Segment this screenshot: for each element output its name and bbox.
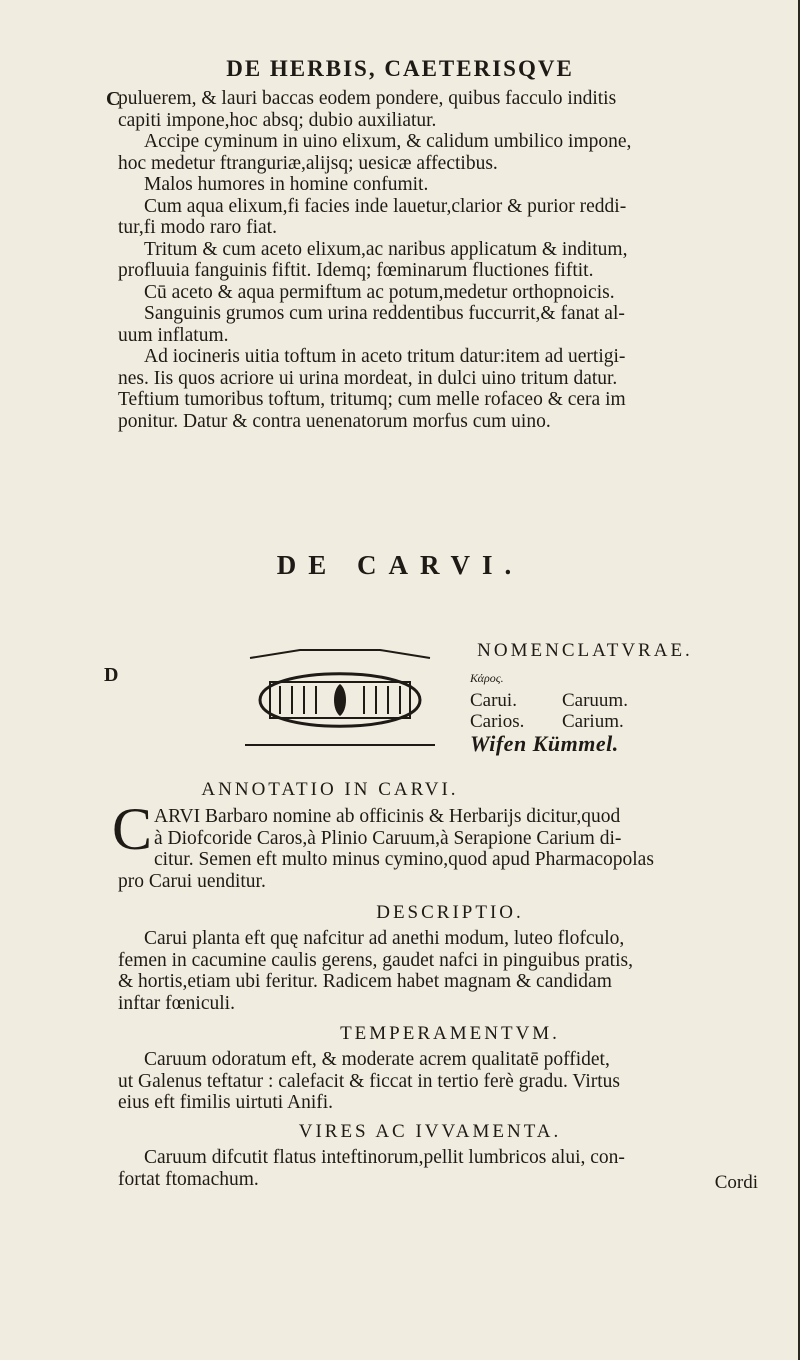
text-line: & hortis,etiam ubi feritur. Radicem habet magnam & candidam [118,971,612,992]
margin-letter-d: D [104,664,119,686]
text-line: ponitur. Datur & contra uenenatorum morfus cum uino. [118,410,551,432]
nomenclature-heading: NOMENCLATVRAE. [477,640,693,661]
name-cell: Carium. [562,711,624,732]
text-line: capiti impone,hoc absq; dubio auxiliatur. [118,109,437,131]
text-line: profluuia fanguinis fiftit. Idemq; fœminarum fluctiones fiftit. [118,260,594,281]
text-line: Ad iocineris uitia toftum in aceto tritum datur:item ad uertigi- [144,346,626,367]
text-line: Cum aqua elixum,fi facies inde lauetur,clarior & purior reddi- [144,195,627,217]
top-text-block [118,88,774,432]
text-line: ut Galenus teftatur : calefacit & ficcat in tertio ferè gradu. Virtus [118,1070,621,1092]
text-line: eius eft fimilis uirtuti Anifi. [118,1092,334,1113]
german-name: Wifen Kümmel. [470,730,619,756]
text-line: citur. Semen eft multo minus cymino,quod apud Pharmacopolas [154,849,654,870]
temperamentum-block [118,1049,774,1114]
name-cell: Carui. [470,689,517,711]
text-line: Caruum difcutit flatus inteftinorum,pellit lumbricos alui, con- [144,1147,625,1168]
annotatio-block [112,796,774,892]
name-cell: Carios. [470,711,525,732]
text-line: à Diofcoride Caros,à Plinio Caruum,à Serapione Carium di- [154,827,622,849]
nomenclature-list [470,668,628,754]
section-title: DE CARVI. [276,550,524,580]
descriptio-block [118,928,774,1014]
ornamental-cartouche-icon [240,640,440,760]
text-line: fortat ftomachum. [118,1168,259,1190]
name-cell: Caruum. [562,689,628,711]
text-line: Caruum odoratum eft, & moderate acrem qualitatē poffidet, [144,1049,610,1070]
text-line: femen in cacumine caulis gerens, gaudet nafci in pinguibus pratis, [118,949,633,971]
drop-capital: C [112,796,153,862]
text-line: hoc medetur ftranguriæ,alijsq; uesicæ affectibus. [118,152,498,174]
text-line: ARVI Barbaro nomine ab officinis & Herbarijs dicitur,quod [154,806,621,827]
descriptio-heading: DESCRIPTIO. [376,902,524,923]
text-line: Sanguinis grumos cum urina reddentibus fuccurrit,& fanat al- [144,303,625,324]
text-line: Teftium tumoribus toftum, tritumq; cum melle rofaceo & cera im [118,389,626,410]
vires-block [118,1147,774,1190]
text-line: Cū aceto & aqua permiftum ac potum,medetur orthopnoicis. [144,281,615,303]
greek-name: Κάρος. [470,671,504,685]
vires-heading: VIRES AC IVVAMENTA. [298,1121,562,1142]
text-line: Tritum & cum aceto elixum,ac naribus applicatum & inditum, [144,238,628,260]
text-line: tur,fi modo raro fiat. [118,217,277,238]
text-line: puluerem, & lauri baccas eodem pondere, quibus facculo inditis [118,88,617,109]
running-header: DE HERBIS, CAETERISQVE [226,56,574,81]
text-line: Accipe cyminum in uino elixum, & calidum umbilico impone, [144,131,632,152]
text-line: inftar fœniculi. [118,992,235,1014]
text-line: uum inflatum. [118,324,229,346]
nomenclature-row [470,711,628,733]
temperamentum-heading: TEMPERAMENTVM. [340,1023,560,1044]
margin-letter-c: C [106,88,121,110]
text-line: pro Carui uenditur. [118,870,266,892]
text-line: Malos humores in homine confumit. [144,174,429,195]
text-line: Carui planta eft quę nafcitur ad anethi modum, luteo flofculo, [144,928,625,949]
text-line: nes. Iis quos acriore ui urina mordeat, in dulci uino tritum datur. [118,367,618,389]
annotatio-heading: ANNOTATIO IN CARVI. [201,779,459,800]
nomenclature-row [470,690,628,712]
catchword: Cordi [714,1172,758,1193]
